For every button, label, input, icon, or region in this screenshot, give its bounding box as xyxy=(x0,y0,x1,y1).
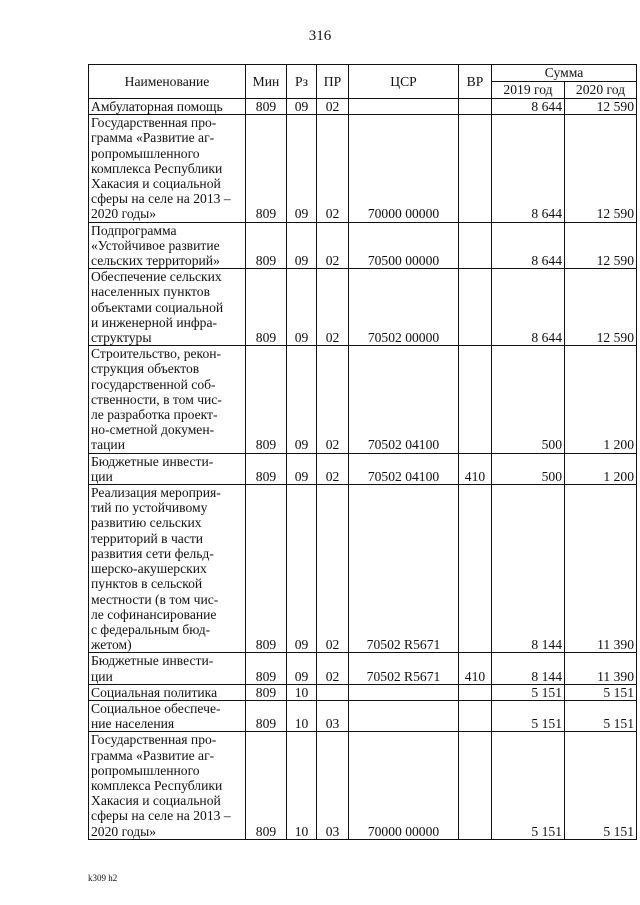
cell-rz: 09 xyxy=(287,269,317,346)
cell-pr: 02 xyxy=(317,115,349,222)
cell-rz: 09 xyxy=(287,485,317,653)
cell-rz: 09 xyxy=(287,99,317,115)
page-number: 316 xyxy=(308,28,332,44)
table-row xyxy=(89,485,637,653)
cell-pr: 03 xyxy=(317,732,349,839)
cell-pr: 02 xyxy=(317,453,349,484)
table-row xyxy=(89,732,637,839)
cell-min: 809 xyxy=(246,700,287,731)
cell-min: 809 xyxy=(246,269,287,346)
table-row xyxy=(89,700,637,731)
cell-2020: 11 390 xyxy=(565,653,637,684)
cell-2019: 5 151 xyxy=(492,684,565,700)
cell-vr: 410 xyxy=(459,453,492,484)
cell-pr: 02 xyxy=(317,222,349,269)
cell-min: 809 xyxy=(246,453,287,484)
cell-2020: 12 590 xyxy=(565,269,637,346)
table-row xyxy=(89,453,637,484)
cell-rz: 10 xyxy=(287,732,317,839)
cell-rz: 09 xyxy=(287,346,317,453)
cell-vr xyxy=(459,222,492,269)
cell-csr xyxy=(349,684,459,700)
cell-2020: 1 200 xyxy=(565,453,637,484)
cell-vr: 410 xyxy=(459,653,492,684)
cell-csr: 70502 R5671 xyxy=(349,653,459,684)
cell-2019: 5 151 xyxy=(492,732,565,839)
header-rz: Рз xyxy=(287,65,317,99)
cell-csr: 70502 R5671 xyxy=(349,485,459,653)
cell-2019: 8 144 xyxy=(492,653,565,684)
cell-vr xyxy=(459,485,492,653)
footer-code: k309 h2 xyxy=(88,873,118,883)
cell-2019: 8 644 xyxy=(492,269,565,346)
cell-name: Бюджетные инвести- ции xyxy=(89,453,246,484)
cell-pr: 02 xyxy=(317,346,349,453)
cell-min: 809 xyxy=(246,485,287,653)
cell-2019: 8 644 xyxy=(492,99,565,115)
cell-2019: 8 644 xyxy=(492,115,565,222)
cell-csr: 70500 00000 xyxy=(349,222,459,269)
header-name: Наименование xyxy=(89,65,246,99)
cell-vr xyxy=(459,99,492,115)
cell-vr xyxy=(459,269,492,346)
cell-2020: 5 151 xyxy=(565,732,637,839)
header-sum: Сумма xyxy=(492,65,637,82)
cell-2020: 11 390 xyxy=(565,485,637,653)
cell-rz: 09 xyxy=(287,653,317,684)
table-row xyxy=(89,684,637,700)
cell-name: Бюджетные инвести- ции xyxy=(89,653,246,684)
cell-2019: 8 644 xyxy=(492,222,565,269)
cell-name: Социальная политика xyxy=(89,684,246,700)
table-row xyxy=(89,99,637,115)
cell-pr xyxy=(317,684,349,700)
table-row xyxy=(89,346,637,453)
cell-rz: 10 xyxy=(287,700,317,731)
cell-name: Социальное обеспече- ние населения xyxy=(89,700,246,731)
cell-2019: 500 xyxy=(492,453,565,484)
cell-2020: 12 590 xyxy=(565,115,637,222)
cell-2019: 5 151 xyxy=(492,700,565,731)
cell-name: Амбулаторная помощь xyxy=(89,99,246,115)
cell-name: Государственная про- грамма «Развитие аг- ропромышленного комплекса Республики Хакасия и социальной сферы на селе на 2013 – 2020 годы» xyxy=(89,732,246,839)
cell-min: 809 xyxy=(246,115,287,222)
cell-pr: 03 xyxy=(317,700,349,731)
table-body xyxy=(89,99,637,840)
cell-name: Строительство, рекон- струкция объектов государственной соб- ственности, в том чис- ле разработка проект- но-сметной докумен- тации xyxy=(89,346,246,453)
table-row xyxy=(89,653,637,684)
cell-name: Обеспечение сельских населенных пунктов объектами социальной и инженерной инфра- структуры xyxy=(89,269,246,346)
cell-min: 809 xyxy=(246,653,287,684)
cell-name: Государственная про- грамма «Развитие аг- ропромышленного комплекса Республики Хакасия и социальной сферы на селе на 2013 – 2020 годы» xyxy=(89,115,246,222)
cell-2019: 8 144 xyxy=(492,485,565,653)
cell-name: Подпрограмма «Устойчивое развитие сельских территорий» xyxy=(89,222,246,269)
cell-2019: 500 xyxy=(492,346,565,453)
header-pr: ПР xyxy=(317,65,349,99)
cell-2020: 1 200 xyxy=(565,346,637,453)
cell-vr xyxy=(459,732,492,839)
cell-min: 809 xyxy=(246,732,287,839)
cell-pr: 02 xyxy=(317,653,349,684)
cell-vr xyxy=(459,346,492,453)
cell-pr: 02 xyxy=(317,99,349,115)
header-min: Мин xyxy=(246,65,287,99)
cell-2020: 12 590 xyxy=(565,222,637,269)
table-row xyxy=(89,269,637,346)
cell-csr xyxy=(349,99,459,115)
cell-2020: 12 590 xyxy=(565,99,637,115)
cell-vr xyxy=(459,684,492,700)
cell-min: 809 xyxy=(246,684,287,700)
header-2020: 2020 год xyxy=(565,82,637,99)
cell-2020: 5 151 xyxy=(565,684,637,700)
cell-min: 809 xyxy=(246,346,287,453)
cell-min: 809 xyxy=(246,99,287,115)
table-row xyxy=(89,222,637,269)
cell-csr: 70000 00000 xyxy=(349,732,459,839)
cell-csr: 70502 04100 xyxy=(349,346,459,453)
cell-csr: 70502 04100 xyxy=(349,453,459,484)
cell-vr xyxy=(459,115,492,222)
cell-csr: 70000 00000 xyxy=(349,115,459,222)
cell-pr: 02 xyxy=(317,269,349,346)
cell-min: 809 xyxy=(246,222,287,269)
cell-rz: 09 xyxy=(287,222,317,269)
cell-rz: 09 xyxy=(287,453,317,484)
header-vr: ВР xyxy=(459,65,492,99)
cell-2020: 5 151 xyxy=(565,700,637,731)
table-row xyxy=(89,115,637,222)
cell-vr xyxy=(459,700,492,731)
cell-pr: 02 xyxy=(317,485,349,653)
cell-name: Реализация мероприя- тий по устойчивому развитию сельских территорий в части развития сети фельд- шерско-акушерских пунктов в сельской местности (в том чис- ле софинансирование с федеральным бюд- жетом) xyxy=(89,485,246,653)
cell-csr xyxy=(349,700,459,731)
header-2019: 2019 год xyxy=(492,82,565,99)
cell-csr: 70502 00000 xyxy=(349,269,459,346)
budget-table xyxy=(88,64,637,840)
header-csr: ЦСР xyxy=(349,65,459,99)
cell-rz: 09 xyxy=(287,115,317,222)
cell-rz: 10 xyxy=(287,684,317,700)
